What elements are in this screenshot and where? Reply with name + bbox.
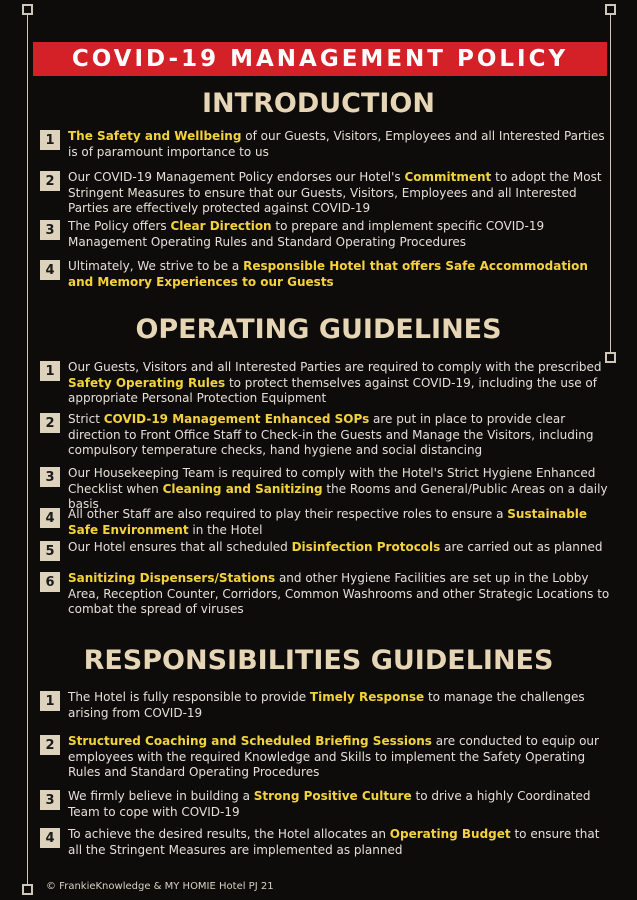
body-text: All other Staff are also required to play their respective roles to ensure a	[68, 507, 508, 521]
highlight-text: Safety Operating Rules	[68, 375, 226, 390]
body-text: to prepare and implement specific COVID-19 Management Operating Rules and Standard Operating Procedures	[68, 219, 545, 249]
item-text	[68, 507, 612, 538]
body-text: the Rooms and General/Public Areas on a daily basis	[68, 481, 608, 511]
body-text: to protect themselves against COVID-19, including the use of appropriate Personal Protection Equipment	[68, 375, 597, 405]
item-text	[68, 789, 612, 820]
item-number-badge: 5	[40, 541, 60, 561]
item-number-badge: 1	[40, 691, 60, 711]
highlight-text: Sanitizing Dispensers/Stations	[68, 571, 276, 585]
frame-corner-top-right	[605, 4, 616, 15]
item-text	[68, 540, 612, 556]
highlight-text: Structured Coaching and Scheduled Briefing Sessions	[68, 734, 432, 748]
highlight-text: Disinfection Protocols	[291, 540, 441, 554]
item-text	[68, 571, 612, 618]
item-number-badge: 4	[40, 508, 60, 528]
item-text	[68, 360, 612, 407]
highlight-text: Clear Direction	[170, 219, 272, 233]
body-text: Strict	[68, 412, 104, 426]
item-number-badge: 2	[40, 171, 60, 191]
item-text	[68, 259, 612, 290]
body-text: We firmly believe in building a	[68, 789, 254, 803]
item-text	[68, 129, 612, 160]
item-text	[68, 466, 612, 513]
highlight-text: Commitment	[404, 170, 492, 184]
heading-operating-guidelines: OPERATING GUIDELINES	[135, 314, 502, 345]
item-text	[68, 170, 612, 217]
heading-responsibilities-guidelines: RESPONSIBILITIES GUIDELINES	[83, 645, 554, 676]
body-text: to drive a highly Coordinated Team to cope with COVID-19	[68, 789, 591, 819]
body-text: are put in place to provide clear direction to Front Office Staff to Check-in the Guests and Manage the Visitors, including compulsory temperature checks, hand hygiene and social distancing	[68, 412, 594, 457]
highlight-text: Sustainable Safe Environment	[68, 507, 588, 537]
body-text: to ensure that all the Stringent Measures are implemented as planned	[68, 827, 600, 857]
item-text	[68, 690, 612, 721]
highlight-text: Strong Positive Culture	[253, 789, 412, 803]
body-text: to adopt the Most Stringent Measures to ensure that our Guests, Visitors, Employees and all Interested Parties are effectively protected against COVID-19	[68, 170, 602, 215]
body-text: and other Hygiene Facilities are set up in the Lobby Area, Reception Counter, Corridors, Common Washrooms and other Strategic Locations to combat the spread of viruses	[68, 571, 610, 616]
item-text	[68, 412, 612, 459]
body-text: To achieve the desired results, the Hotel allocates an	[68, 827, 390, 841]
highlight-text: The Safety and Wellbeing	[68, 129, 242, 143]
item-number-badge: 3	[40, 790, 60, 810]
frame-corner-bottom-left	[22, 884, 33, 895]
body-text: The Hotel is fully responsible to provide	[68, 690, 310, 704]
footer-credit: © FrankieKnowledge & MY HOMIE Hotel PJ 21	[46, 881, 274, 892]
body-text: are conducted to equip our employees with the required Knowledge and Skills to implement the Safety Operating Rules and Standard Operating Procedures	[68, 734, 599, 779]
body-text: in the Hotel	[188, 522, 263, 537]
item-number-badge: 4	[40, 260, 60, 280]
item-number-badge: 3	[40, 220, 60, 240]
item-number-badge: 6	[40, 572, 60, 592]
item-text	[68, 734, 612, 781]
body-text: to manage the challenges arising from COVID-19	[68, 690, 585, 720]
body-text: Our Hotel ensures that all scheduled	[68, 540, 292, 554]
item-text	[68, 827, 612, 858]
item-number-badge: 2	[40, 735, 60, 755]
item-number-badge: 2	[40, 413, 60, 433]
body-text: Our Guests, Visitors and all Interested Parties are required to comply with the prescribed	[68, 360, 602, 374]
body-text: The Policy offers	[68, 219, 171, 233]
page-title: COVID-19 MANAGEMENT POLICY	[71, 46, 569, 72]
item-number-badge: 4	[40, 828, 60, 848]
body-text: of our Guests, Visitors, Employees and all Interested Parties is of paramount importance to us	[68, 129, 605, 159]
highlight-text: COVID-19 Management Enhanced SOPs	[103, 412, 370, 426]
highlight-text: Timely Response	[309, 690, 425, 704]
highlight-text: Operating Budget	[389, 827, 511, 841]
item-number-badge: 3	[40, 467, 60, 487]
frame-left-line	[27, 15, 28, 890]
body-text: Ultimately, We strive to be a	[68, 259, 244, 273]
body-text: Our COVID-19 Management Policy endorses our Hotel's	[68, 170, 405, 184]
title-banner	[33, 42, 607, 76]
highlight-text: Responsible Hotel that offers Safe Accommodation and Memory Experiences to our Guests	[68, 259, 588, 289]
heading-introduction: INTRODUCTION	[202, 88, 435, 119]
body-text: Our Housekeeping Team is required to comply with the Hotel's Strict Hygiene Enhanced Checklist when	[68, 466, 596, 496]
item-text	[68, 219, 612, 250]
frame-corner-top-left	[22, 4, 33, 15]
item-number-badge: 1	[40, 361, 60, 381]
item-number-badge: 1	[40, 130, 60, 150]
highlight-text: Cleaning and Sanitizing	[162, 481, 323, 496]
body-text: are carried out as planned	[440, 540, 603, 554]
